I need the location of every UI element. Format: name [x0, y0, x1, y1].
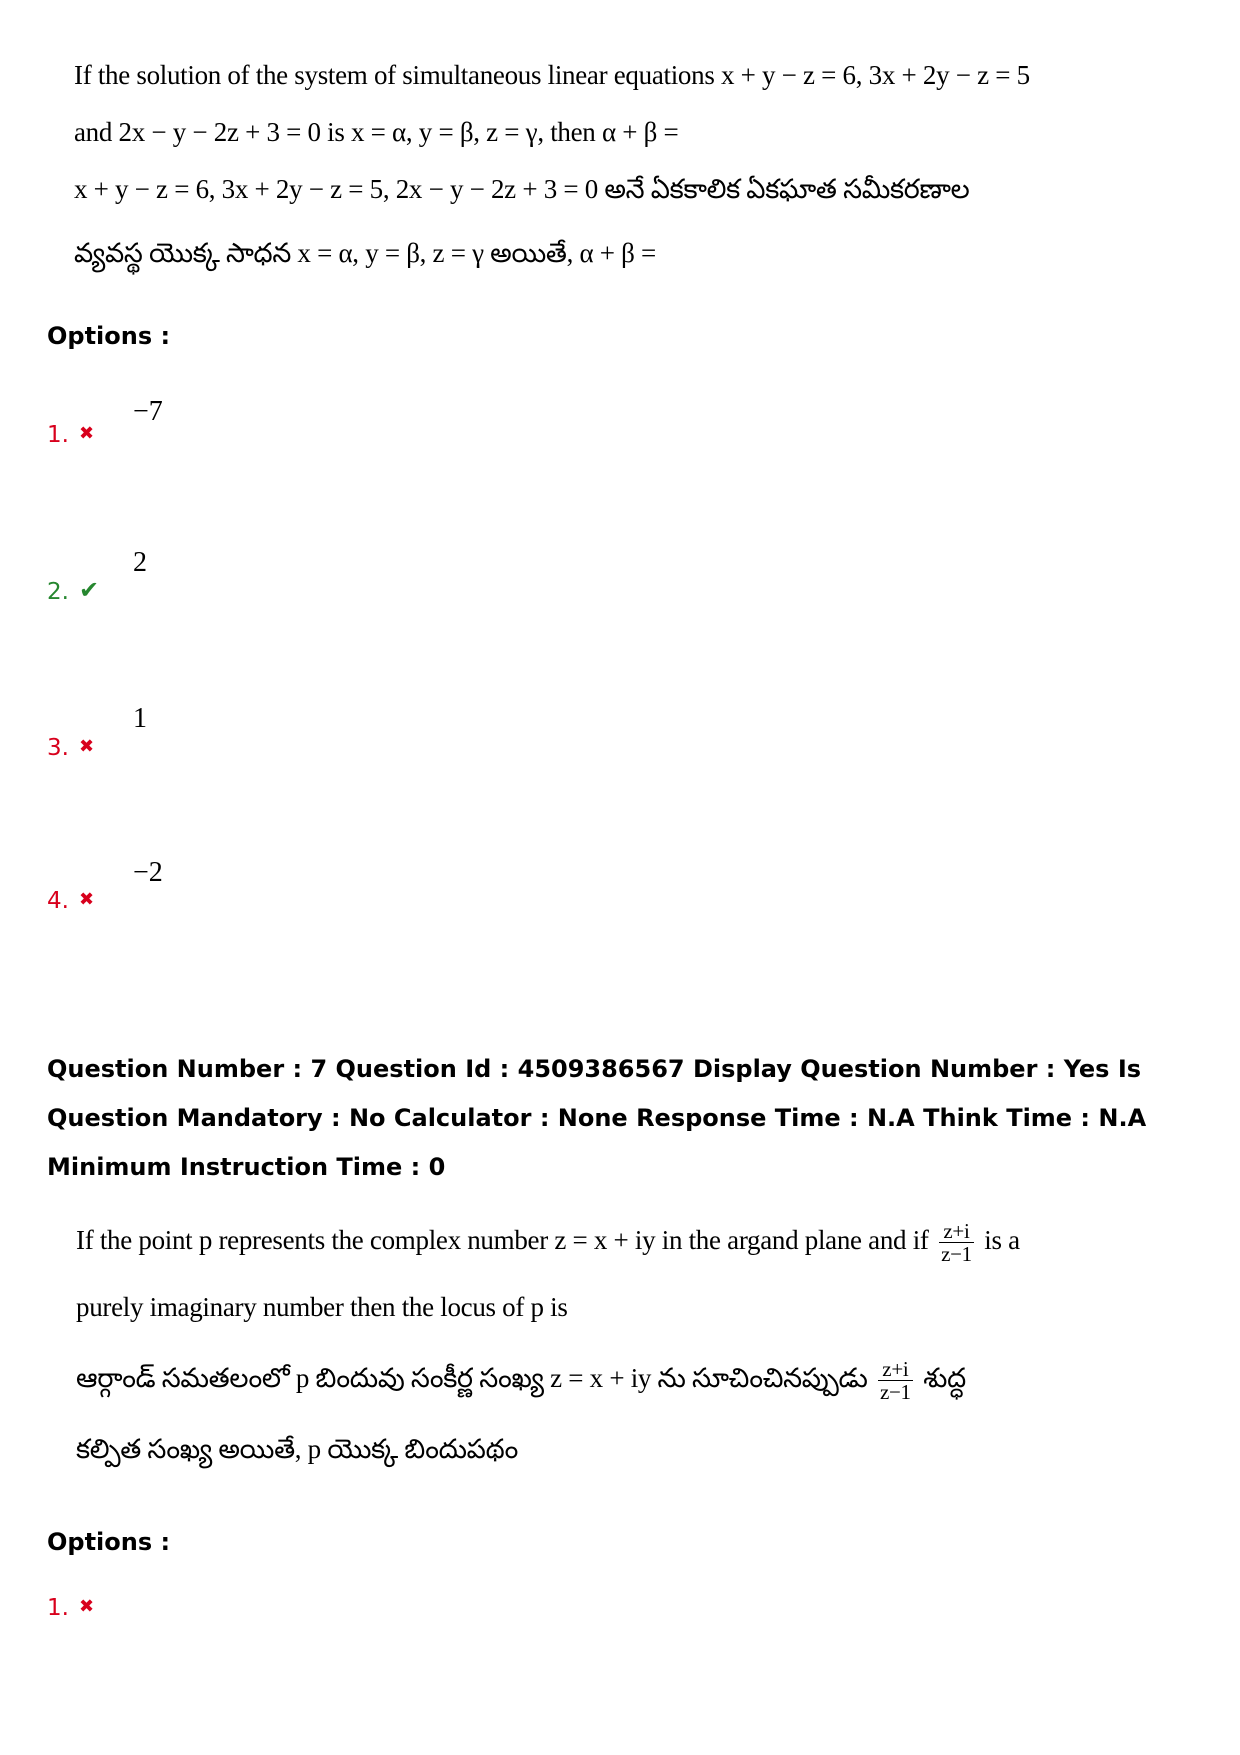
option-number: 4.	[47, 888, 69, 914]
fraction-numerator: z+i	[878, 1358, 913, 1381]
fraction-denominator: z−1	[879, 1380, 911, 1404]
option-3-label	[47, 735, 94, 761]
question-7-line-4: కల్పిత సంఖ్య అయితే, p యొక్క బిందుపథం	[76, 1434, 519, 1464]
option-3-value: 1	[133, 703, 147, 734]
question-7-line-3-text: ఆర్గాండ్ సమతలంలో p బిందువు సంకీర్ణ సంఖ్య z = x + iy ను సూచించినప్పుడు	[76, 1363, 868, 1393]
question-7-line-1-text: If the point p represents the complex number z = x + iy in the argand plane and if	[76, 1225, 929, 1255]
option-number: 3.	[47, 735, 69, 761]
fraction	[878, 1358, 913, 1403]
fraction	[939, 1220, 974, 1265]
wrong-icon: ✖	[78, 889, 95, 910]
check-icon: ✔	[78, 576, 100, 604]
option-4-value: −2	[133, 857, 163, 888]
question-6-line-3: x + y − z = 6, 3x + 2y − z = 5, 2x − y − 2z + 3 = 0 అనే ఏకకాలిక ఏకఘాత సమీకరణాల	[74, 174, 970, 204]
question-6-line-1: If the solution of the system of simultaneous linear equations x + y − z = 6, 3x + 2y − z = 5	[74, 60, 1030, 90]
option-2-label	[47, 576, 99, 605]
question-6-line-4: వ్యవస్థ యొక్క సాధన x = α, y = β, z = γ అయితే, α + β =	[74, 238, 656, 268]
wrong-icon: ✖	[78, 736, 95, 757]
option-4-label	[47, 888, 94, 914]
wrong-icon: ✖	[78, 1596, 95, 1617]
options-heading: Options :	[47, 322, 171, 350]
wrong-icon: ✖	[78, 423, 95, 444]
option-number: 1.	[47, 1595, 69, 1621]
options-heading: Options :	[47, 1528, 171, 1556]
question-7-metadata: Question Number : 7 Question Id : 4509386567 Display Question Number : Yes Is Question Mandatory : No Calculator : None Response Time : N.A Think Time : N.A Minimum Instruction Time : 0	[47, 1055, 1147, 1181]
question-7-option-1-label	[47, 1595, 94, 1621]
option-number: 1.	[47, 422, 69, 448]
fraction-denominator: z−1	[941, 1242, 972, 1266]
question-7-line-2: purely imaginary number then the locus of p is	[76, 1292, 568, 1322]
option-2-value: 2	[133, 547, 147, 578]
question-7-line-3-end: శుద్ధ	[923, 1363, 966, 1393]
option-1-label	[47, 422, 94, 448]
fraction-numerator: z+i	[939, 1220, 974, 1243]
question-6-line-2: and 2x − y − 2z + 3 = 0 is x = α, y = β, z = γ, then α + β =	[74, 117, 679, 147]
option-number: 2.	[47, 579, 69, 605]
question-7-line-1-end: is a	[984, 1225, 1020, 1255]
question-7-line-3	[76, 1358, 966, 1403]
question-7-line-1	[76, 1220, 1020, 1265]
option-1-value: −7	[133, 396, 163, 427]
